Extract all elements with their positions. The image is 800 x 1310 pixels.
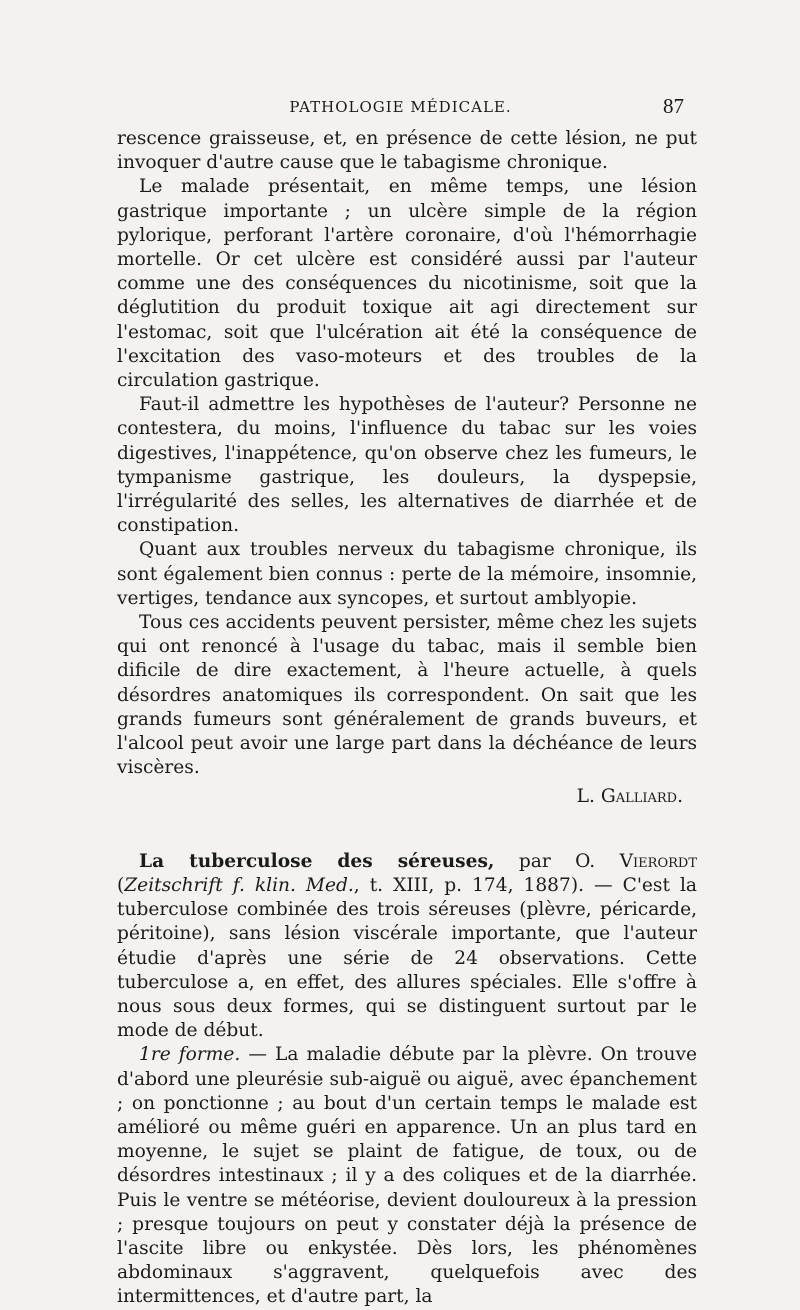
journal-open: ( [117, 874, 125, 896]
article-author: Vierordt [619, 850, 697, 872]
article-title: La tuberculose des séreuses, [139, 850, 495, 872]
paragraph [117, 1043, 697, 1309]
form-label: 1re forme. [139, 1044, 241, 1066]
running-title: PATHOLOGIE MÉDICALE. [289, 98, 512, 116]
page-number: 87 [663, 94, 684, 118]
article-abstract [117, 850, 697, 1044]
paragraph: Quant aux troubles nerveux du tabagisme chronique, ils sont également bien connus : perte de la mémoire, insomnie, vertiges, tendance aux syncopes, et surtout amblyopie. [117, 539, 697, 609]
body-text [117, 127, 697, 1310]
paragraph: Le malade présentait, en même temps, une lésion gastrique importante ; un ulcère simple de la région pylorique, perforant l'artère coronaire, d'où l'hémorrhagie mortelle. Or cet ulcère est considéré aussi par l'auteur comme une des conséquences du nicotinisme, soit que la déglutition du produit toxique ait agi directement sur l'estomac, soit que l'ulcération ait été la conséquence de l'excitation des vaso-moteurs et des troubles de la circulation gastrique. [117, 176, 697, 392]
signature: L. Galliard. [576, 786, 683, 808]
paragraph: Tous ces accidents peuvent persister, même chez les sujets qui ont renoncé à l'usage du tabac, mais il semble bien dificile de dire exactement, à l'heure actuelle, à quels désordres anatomiques ils correspondent. On sait que les grands fumeurs sont généralement de grands buveurs, et l'alcool peut avoir une large part dans la déchéance de leurs viscères. [117, 612, 697, 779]
abstract-text: , t. XIII, p. 174, 1887). — C'est la tuberculose combinée des trois séreuses (plèvre, péricarde, péritoine), sans lésion viscérale importante, que l'auteur étudie d'après une série de 24 observations. Cette tuberculose a, en effet, des allures spéciales. Elle s'offre à nous sous deux formes, qui se distinguent surtout par le mode de début. [117, 874, 697, 1042]
journal-name: Zeitschrift f. klin. Med. [124, 874, 354, 896]
form-text: — La maladie débute par la plèvre. On trouve d'abord une pleurésie sub-aiguë ou aiguë, avec épanchement ; on ponctionne ; au bout d'un certain temps le malade est amélioré ou même guéri en apparence. Un an plus tard en moyenne, le sujet se plaint de fatigue, de toux, ou de désordres intestinaux ; il y a des coliques et de la diarrhée. Puis le ventre se météorise, devient douloureux à la pression ; presque toujours on peut y constater déjà la présence de l'ascite libre ou enkystée. Dès lors, les phénomènes abdominaux s'aggravent, quelquefois avec des intermittences, et d'autre part, la [117, 1044, 697, 1308]
byline-text: par O. [494, 850, 620, 872]
paragraph: Faut-il admettre les hypothèses de l'auteur? Personne ne contestera, du moins, l'influence du tabac sur les voies digestives, l'inappétence, qu'on observe chez les fumeurs, le tympanisme gastrique, les douleurs, la dyspepsie, l'irrégularité des selles, les alternatives de diarrhée et de constipation. [117, 394, 697, 537]
paragraph: rescence graisseuse, et, en présence de cette lésion, ne put invoquer d'autre cause que le tabagisme chronique. [117, 128, 697, 174]
page-header [117, 96, 684, 120]
article-separator [117, 810, 697, 850]
